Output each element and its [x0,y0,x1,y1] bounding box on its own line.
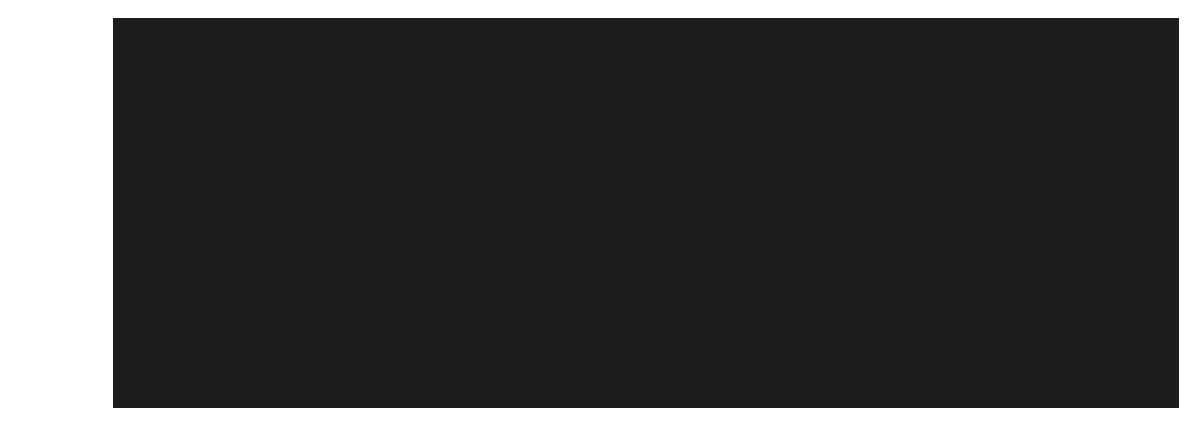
blank-screen [113,18,1179,408]
